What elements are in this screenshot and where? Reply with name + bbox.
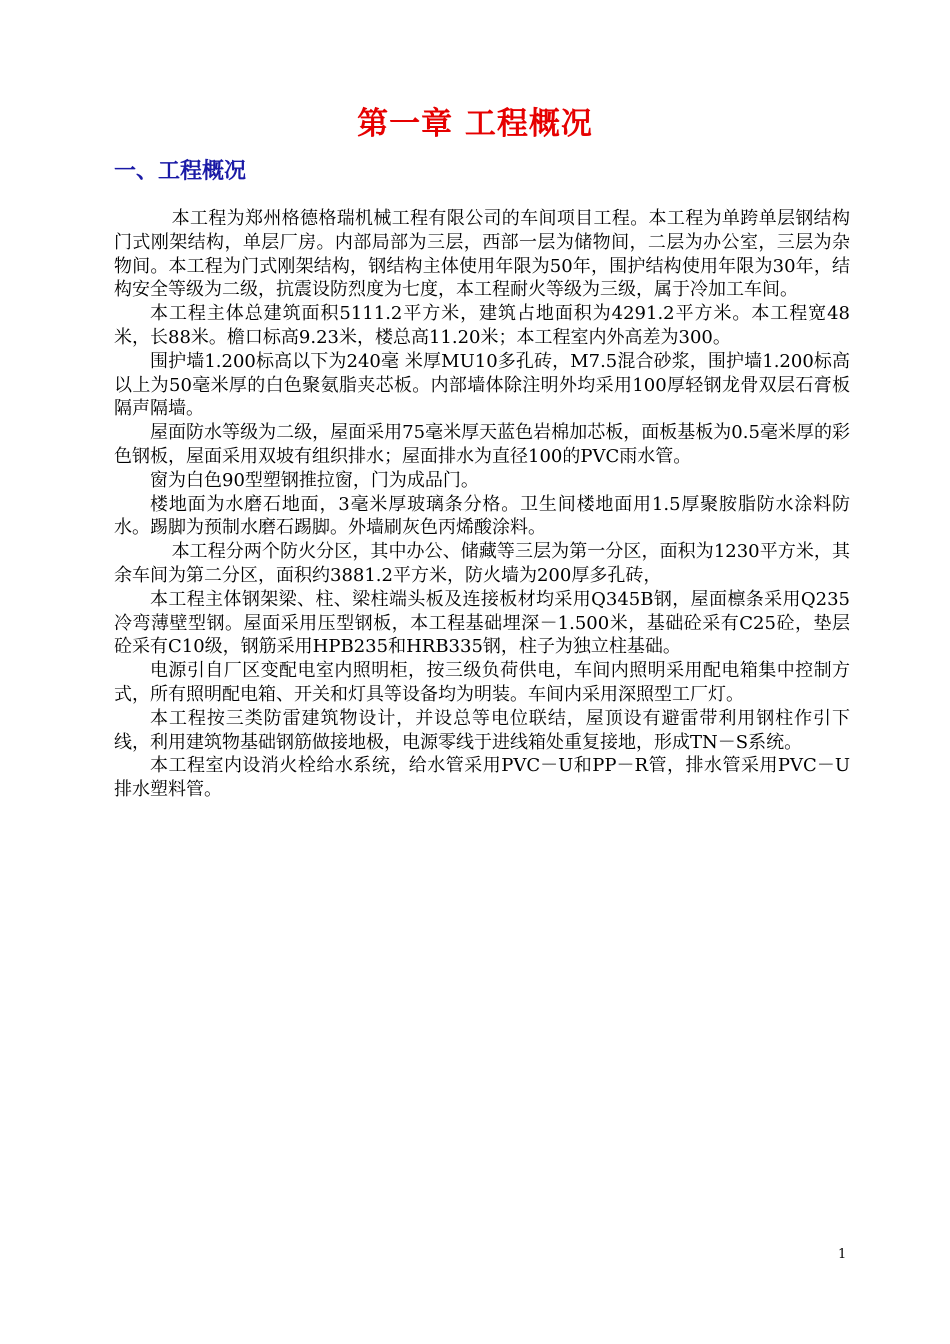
page-number: 1	[838, 1247, 847, 1262]
paragraph-power-supply: 电源引自厂区变配电室内照明柜，按三级负荷供电，车间内照明采用配电箱集中控制方式，所有照明配电箱、开关和灯具等设备均为明装。车间内采用深照型工厂灯。	[114, 660, 850, 705]
paragraph-windows-doors: 窗为白色90型塑钢推拉窗，门为成品门。	[150, 469, 479, 491]
paragraph-water-supply: 本工程室内设消火栓给水系统，给水管采用PVC－U和PP－R管，排水管采用PVC－U排水塑料管。	[114, 755, 850, 801]
paragraph-project-overview: 本工程为郑州格德格瑞机械工程有限公司的车间项目工程。本工程为单跨单层钢结构门式刚架结构，单层厂房。内部局部为三层，西部一层为储物间，二层为办公室，三层为杂物间。本工程为门式刚架结构，钢结构主体使用年限为50年，围护结构使用年限为30年，结构安全等级为二级，抗震设防烈度为七度，本工程耐火等级为三级，属于冷加工车间。	[114, 208, 850, 301]
section-heading: 一、工程概况	[114, 159, 247, 184]
paragraph-steel-structure: 本工程主体钢架梁、柱、梁柱端头板及连接板材均采用Q345B钢，屋面檩条采用Q235冷弯薄壁型钢。屋面采用压型钢板，本工程基础埋深－1.500米，基础砼采有C25砼，垫层砼采有C10级，钢筋采用HPB235和HRB335钢，柱子为独立柱基础。	[114, 588, 850, 658]
paragraph-building-area: 本工程主体总建筑面积5111.2平方米，建筑占地面积为4291.2平方米。本工程宽48米，长88米。檐口标高9.23米，楼总高11.20米；本工程室内外高差为300。	[114, 303, 850, 348]
body-text	[114, 207, 850, 802]
paragraph-fire-zones: 本工程分两个防火分区，其中办公、储藏等三层为第一分区，面积为1230平方米，其余车间为第二分区，面积约3881.2平方米，防火墙为200厚多孔砖，	[114, 541, 850, 586]
paragraph-floors: 楼地面为水磨石地面，3毫米厚玻璃条分格。卫生间楼地面用1.5厚聚胺脂防水涂料防水。踢脚为预制水磨石踢脚。外墙刷灰色丙烯酸涂料。	[114, 493, 850, 539]
paragraph-enclosure-walls: 围护墙1.200标高以下为240毫 米厚MU10多孔砖，M7.5混合砂浆，围护墙1.200标高以上为50毫米厚的白色聚氨脂夹芯板。内部墙体除注明外均采用100厚轻钢龙骨双层石膏板隔声隔墙。	[114, 350, 850, 420]
chapter-title: 第一章 工程概况	[357, 106, 593, 142]
paragraph-lightning-protection: 本工程按三类防雷建筑物设计，并设总等电位联结，屋顶设有避雷带利用钢柱作引下线，利用建筑物基础钢筋做接地极，电源零线于进线箱处重复接地，形成TN－S系统。	[114, 707, 850, 753]
paragraph-roof-waterproofing: 屋面防水等级为二级，屋面采用75毫米厚天蓝色岩棉加芯板，面板基板为0.5毫米厚的彩色钢板，屋面采用双坡有组织排水；屋面排水为直径100的PVC雨水管。	[114, 422, 850, 467]
